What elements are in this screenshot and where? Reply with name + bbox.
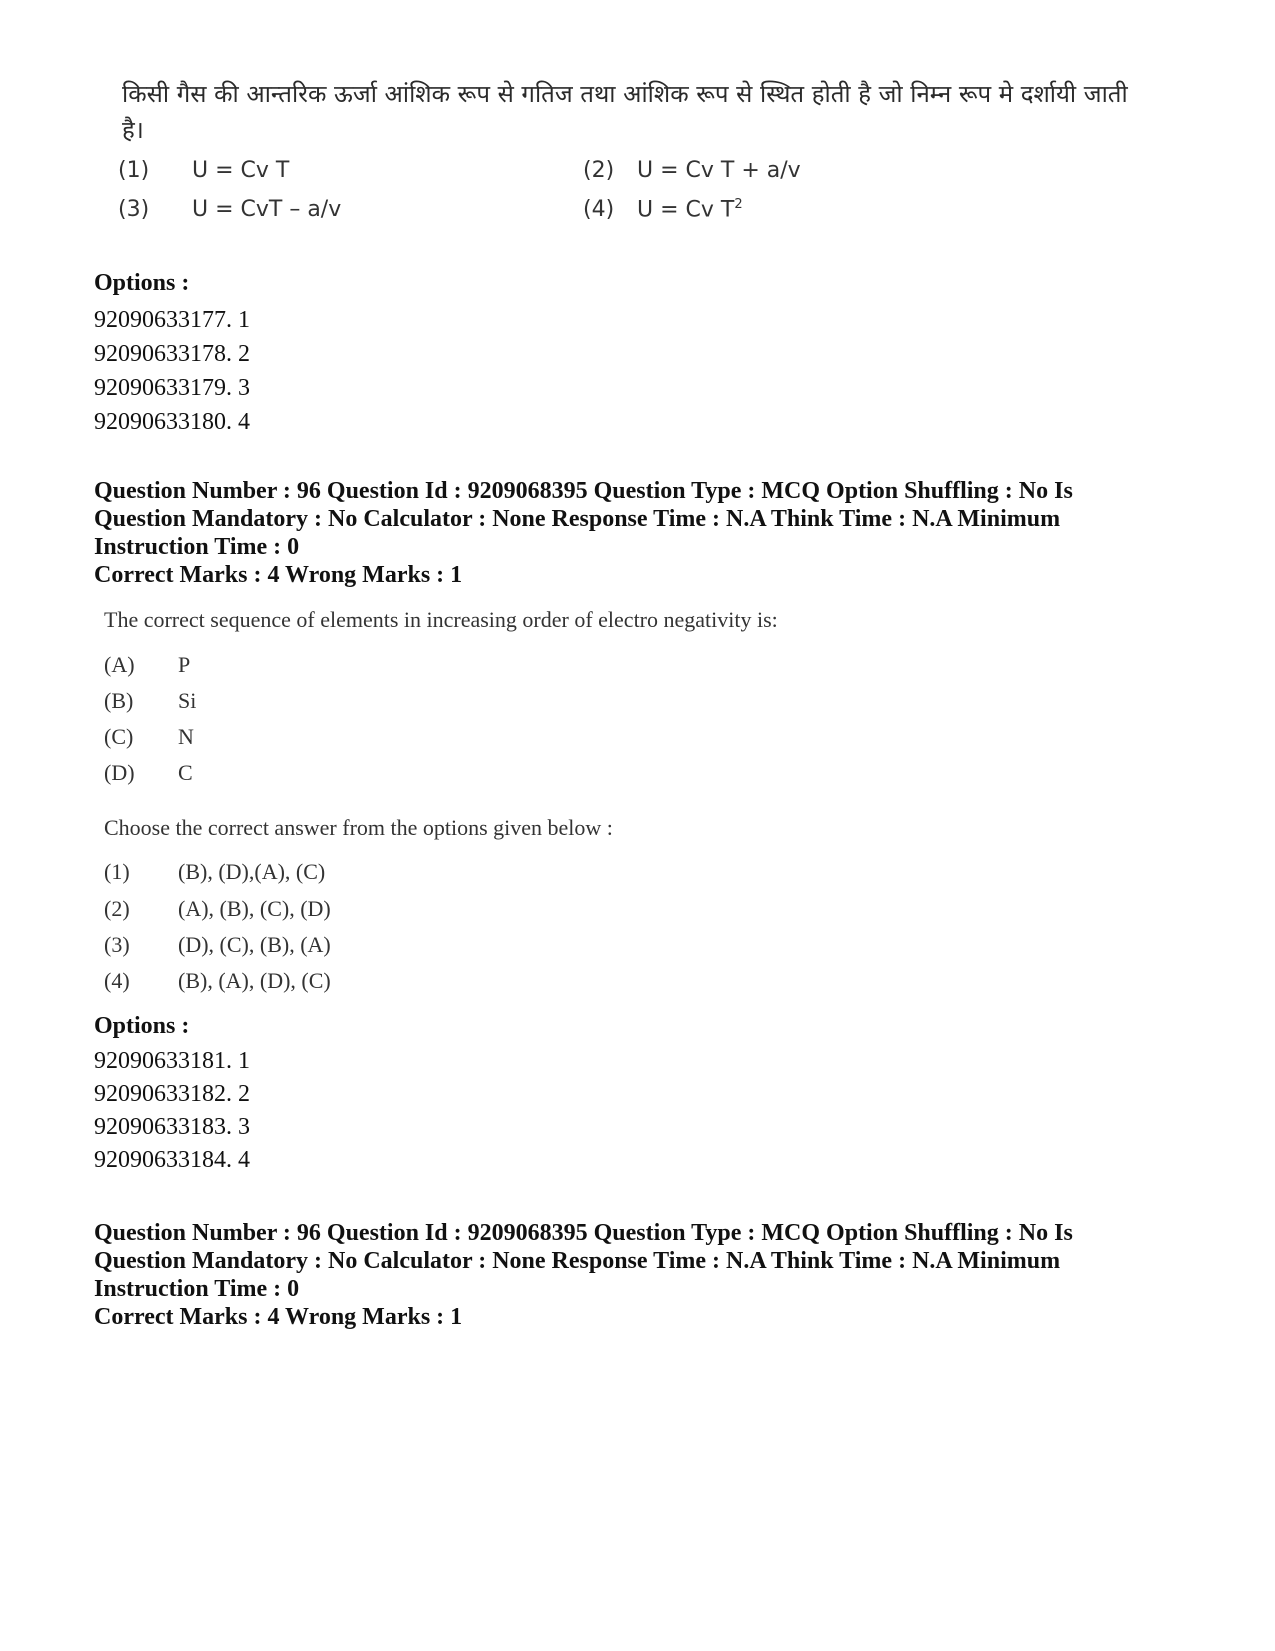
answer-label: (2): [104, 896, 130, 921]
option-item: 92090633181. 1: [94, 1048, 250, 1074]
options-heading: Options :: [94, 270, 190, 296]
question-meta: [94, 1219, 1194, 1303]
hindi-choice-4: [583, 197, 743, 222]
choice-number: (1): [118, 158, 150, 183]
answer-row-2: [104, 896, 331, 922]
meta-line: Instruction Time : 0: [94, 534, 300, 560]
question-marks: Correct Marks : 4 Wrong Marks : 1: [94, 562, 463, 588]
choice-formula: U = Cv T + a/v: [637, 158, 801, 183]
options-heading: Options :: [94, 1013, 190, 1039]
element-label: (B): [104, 688, 134, 713]
question-meta: [94, 477, 1194, 561]
option-item: 92090633183. 3: [94, 1114, 250, 1140]
hindi-choice-3: [118, 197, 341, 222]
meta-line: Question Mandatory : No Calculator : None Response Time : N.A Think Time : N.A Minimum: [94, 506, 1061, 532]
answer-label: (3): [104, 932, 130, 957]
element-label: (A): [104, 652, 135, 677]
answer-row-4: [104, 968, 331, 994]
choose-instruction: Choose the correct answer from the options given below :: [104, 815, 613, 840]
choice-number: (2): [583, 158, 615, 183]
hindi-question-block: [122, 76, 1142, 148]
choice-formula: U = Cv T: [637, 197, 735, 223]
option-item: 92090633180. 4: [94, 409, 250, 435]
option-item: 92090633179. 3: [94, 375, 250, 401]
meta-line: Instruction Time : 0: [94, 1276, 300, 1302]
answer-row-1: [104, 859, 325, 885]
question-stem: The correct sequence of elements in increasing order of electro negativity is:: [104, 607, 778, 632]
question-marks: Correct Marks : 4 Wrong Marks : 1: [94, 1304, 463, 1330]
answer-value: (D), (C), (B), (A): [178, 932, 331, 957]
answer-row-3: [104, 932, 331, 958]
element-row-a: [104, 652, 190, 678]
answer-value: (B), (D),(A), (C): [178, 859, 326, 884]
choice-number: (3): [118, 197, 150, 222]
hindi-choice-1: [118, 158, 289, 183]
element-value: P: [178, 652, 191, 677]
meta-line: Question Number : 96 Question Id : 9209068395 Question Type : MCQ Option Shuffling : No Is: [94, 1220, 1073, 1246]
option-item: 92090633182. 2: [94, 1081, 250, 1107]
options-list: [94, 1045, 250, 1177]
hindi-choice-2: [583, 158, 801, 183]
answer-label: (1): [104, 859, 130, 884]
element-label: (C): [104, 724, 134, 749]
option-item: 92090633184. 4: [94, 1147, 250, 1173]
meta-line: Question Mandatory : No Calculator : None Response Time : N.A Think Time : N.A Minimum: [94, 1248, 1061, 1274]
answer-value: (A), (B), (C), (D): [178, 896, 331, 921]
element-value: C: [178, 760, 193, 785]
option-item: 92090633178. 2: [94, 341, 250, 367]
choice-superscript: 2: [734, 197, 743, 212]
option-item: 92090633177. 1: [94, 307, 250, 333]
answer-value: (B), (A), (D), (C): [178, 968, 331, 993]
choice-formula: U = CvT – a/v: [192, 197, 342, 222]
answer-label: (4): [104, 968, 130, 993]
element-row-b: [104, 688, 196, 714]
choice-formula: U = Cv T: [192, 158, 290, 183]
choice-number: (4): [583, 197, 615, 223]
element-row-c: [104, 724, 194, 750]
element-row-d: [104, 760, 193, 786]
hindi-question-text: किसी गैस की आन्तरिक ऊर्जा आंशिक रूप से गतिज तथा आंशिक रूप से स्थित होती है जो निम्न रूप मे दर्शायी जाती है।: [122, 80, 1128, 144]
meta-line: Question Number : 96 Question Id : 9209068395 Question Type : MCQ Option Shuffling : No Is: [94, 478, 1073, 504]
element-value: N: [178, 724, 194, 749]
options-list: [94, 303, 250, 439]
element-value: Si: [178, 688, 197, 713]
element-label: (D): [104, 760, 135, 785]
